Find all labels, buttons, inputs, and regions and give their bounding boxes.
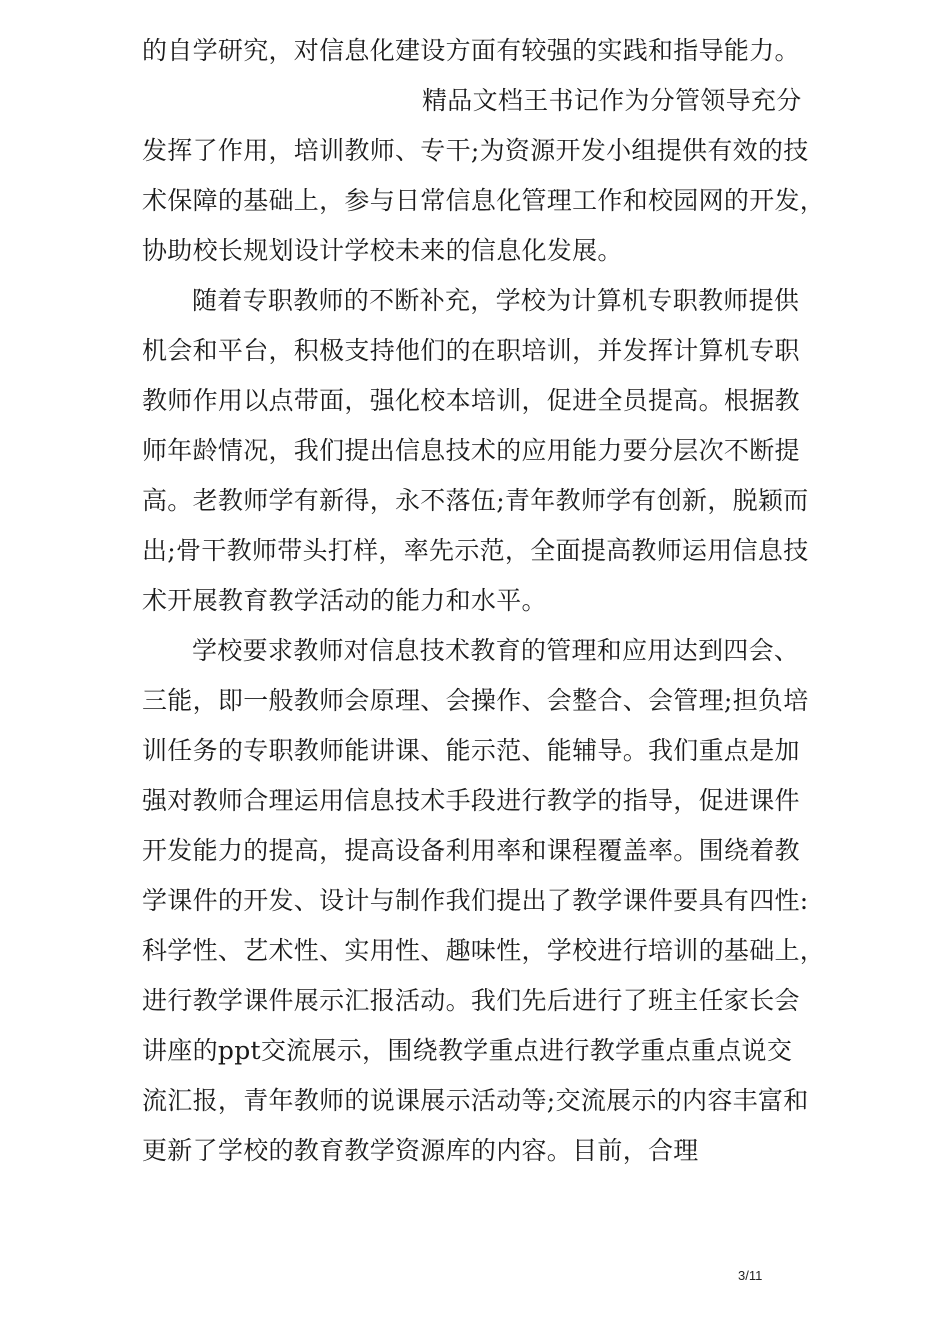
text-line: 训任务的专职教师能讲课、能示范、能辅导。我们重点是加 bbox=[142, 736, 800, 765]
body-text bbox=[142, 26, 826, 1176]
paragraph-start-line: 学校要求教师对信息技术教育的管理和应用达到四会、 bbox=[192, 636, 800, 665]
text-line: 学课件的开发、设计与制作我们提出了教学课件要具有四性: bbox=[142, 886, 809, 915]
text-line: 教师作用以点带面，强化校本培训，促进全员提高。根据教 bbox=[142, 386, 800, 415]
text-line: 更新了学校的教育教学资源库的内容。目前，合理 bbox=[142, 1136, 699, 1165]
text-line: 出;骨干教师带头打样，率先示范，全面提高教师运用信息技 bbox=[142, 536, 809, 565]
text-line: 术保障的基础上，参与日常信息化管理工作和校园网的开发， bbox=[142, 186, 826, 215]
text-line: 师年龄情况，我们提出信息技术的应用能力要分层次不断提 bbox=[142, 436, 800, 465]
text-line: 流汇报，青年教师的说课展示活动等;交流展示的内容丰富和 bbox=[142, 1086, 809, 1115]
text-line-watermark: 精品文档王书记作为分管领导充分 bbox=[422, 86, 802, 115]
text-line: 进行教学课件展示汇报活动。我们先后进行了班主任家长会 bbox=[142, 986, 800, 1015]
page-number: 3/11 bbox=[738, 1268, 763, 1283]
text-line: 发挥了作用，培训教师、专干;为资源开发小组提供有效的技 bbox=[142, 136, 809, 165]
text-line: 讲座的ppt交流展示，围绕教学重点进行教学重点重点说交 bbox=[142, 1036, 793, 1065]
text-line: 科学性、艺术性、实用性、趣味性，学校进行培训的基础上， bbox=[142, 936, 826, 965]
text-line: 高。老教师学有新得，永不落伍;青年教师学有创新，脱颖而 bbox=[142, 486, 809, 515]
text-line: 开发能力的提高，提高设备利用率和课程覆盖率。围绕着教 bbox=[142, 836, 800, 865]
text-line: 的自学研究，对信息化建设方面有较强的实践和指导能力。 bbox=[142, 36, 800, 65]
paragraph-start-line: 随着专职教师的不断补充，学校为计算机专职教师提供 bbox=[192, 286, 800, 315]
text-line: 协助校长规划设计学校未来的信息化发展。 bbox=[142, 236, 623, 265]
text-line: 三能，即一般教师会原理、会操作、会整合、会管理;担负培 bbox=[142, 686, 809, 715]
text-line: 机会和平台，积极支持他们的在职培训，并发挥计算机专职 bbox=[142, 336, 800, 365]
text-line: 强对教师合理运用信息技术手段进行教学的指导，促进课件 bbox=[142, 786, 800, 815]
text-line: 术开展教育教学活动的能力和水平。 bbox=[142, 586, 547, 615]
